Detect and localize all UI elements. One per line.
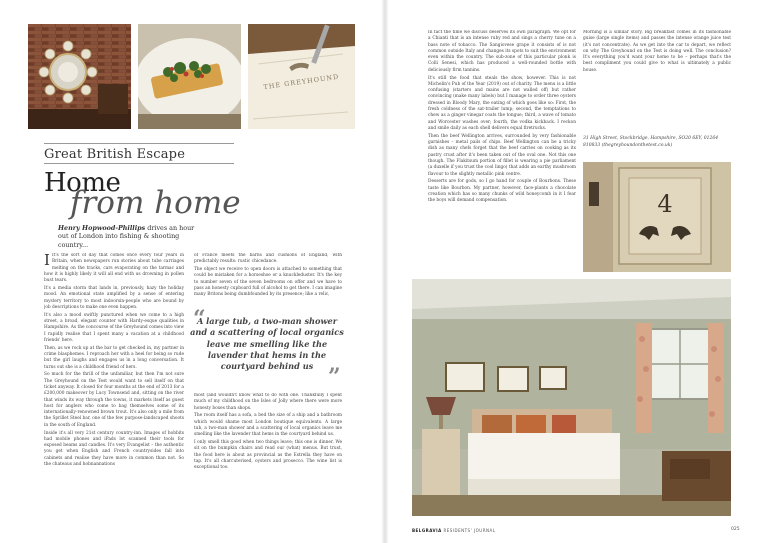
body-column-2-bottom: [194, 393, 342, 515]
quote-open-mark: “: [193, 306, 206, 332]
photo-napkin-logo: [248, 24, 355, 129]
page-number: 025: [731, 527, 740, 532]
pull-quote: A large tub, a two-man shower and a scattering of local organics leave me smelling like the lavender that hems in the courtyard behind us: [190, 316, 344, 372]
body-column-1: [44, 253, 184, 515]
photo-mirror-wall: [28, 24, 131, 129]
paragraph: The object we receive to open doors is attached to something that could be mistaken for a horseshoe or a knuckleduster. It's the key to number seven of the seven bedrooms on offer and we have to pass an honesty cupboard full of alcohol to get there. I can imagine many Britons being dumbfounded by its presence; like a relic,: [194, 267, 342, 298]
bedroom-image: [412, 279, 731, 516]
drop-cap: I: [44, 253, 50, 269]
paragraph: The room itself has a sofa, a bed the size of a ship and a bathroom which would shame most London boutique equivalents. A large tub, a two-man shower and a scattering of local organics leave me smelling like the lavender that hems in the courtyard behind us.: [194, 413, 342, 438]
paragraph: I It's the sort of day that comes once every four years in Britain, when newspapers run stories about tube carriages melting on the tracks, cars evaporating on the tarmac and how it is highly likely it will all end with us drowning in pollen bust tears.: [44, 253, 184, 284]
body-column-3: [428, 30, 576, 273]
footer-publication: BELGRAVIA RESIDENTS' JOURNAL: [412, 528, 496, 533]
photo-bedroom: [412, 279, 731, 516]
headline: Home: [44, 168, 121, 198]
body-column-2-top: [194, 253, 342, 303]
mirror-wall-image: [28, 24, 131, 129]
paragraph: It's also a mood swiftly punctured when we come to a high street, a broad, elegant counter with Hardy-esque qualities in Hampshire. As the concourse of the Greyhound comes into view I rapidly realise that I spent many a vacation at a childhood friends' here.: [44, 312, 184, 343]
title-rule-top: [44, 143, 234, 144]
paragraph: It's a media storm that lands in, previously, hazy the holiday mood. An emotional state amplified by a sense of entering mystery territory to most indoorsin-people who are bound by job descriptions to make one even happen.: [44, 285, 184, 310]
paragraph: most (and wouldn't know what to do with one. Thankfully I spent much of my childhood on the Isles of Jolly where there were more honesty boxes than shops.: [194, 393, 342, 411]
section-title: Great British Escape: [44, 147, 186, 162]
paragraph: I only smell this good when two things leave; this one is dinner. We sit on the bumpkin chairs and read our (what) menus. But trust, the food here is about as provincial as the Estrella they have on tap. It's all charcuterised, oysters and prosecco. The wine list is exceptional too.: [194, 440, 342, 471]
venue-address: 31 High Street, Stockbridge, Hampshire, SO20 6EY, 01264 810833 (thegreyhoundonthetest.co.uk): [583, 136, 719, 148]
room-sign-image: [583, 162, 731, 272]
paragraph: So much for the thrill of the unfamiliar, but then I'm not sure The Greyhound on the Test would want to sell itself on that ticket anyway. It closed for four months at the end of 2013 for a £200,000 makeover by Lucy Townsend and, sitting on the river that winds its way through the towns, it markets itself as guest host for anglers who come to bag themselves some of its internationally-renowned brown trout. It's also only a mile from the Sprillet Steel bar, one of the few purpose-landscaped shoots in the south of England.: [44, 372, 184, 428]
headline-script: from home: [70, 185, 241, 221]
page-gutter: [382, 0, 388, 543]
paragraph: of France meets the barns and cushions of England, with predictably results: rustic chicedance.: [194, 253, 342, 265]
napkin-logo-text: THE GREYHOUND: [263, 72, 340, 92]
byline: Henry Hopwood-Phillips: [58, 224, 146, 232]
quote-close-mark: ”: [328, 364, 341, 390]
paragraph: Then the beef Wellington arrives, surrounded by very fashionable garnishes – metal pails of chips. Beef Wellington can be a tricky dish as many chefs forget that the beef carries on cooking as its pastry crust after it's been taken out of the oval one. Not this one though. The Flakitsum portion of fillet is wearing a pie parliament (a duxelle if you trust the cool lingo) that adds an earthy mushroom flavour to the slightly metallic pink centre.: [428, 133, 576, 177]
paragraph: Morning is a similar story. Big breakfast comes in its fashionable guise (large single items) and passes the intense orange juice test (it's not concentrate). As we get into the car to depart, we reflect on why The Greyhound on the Test is doing well. The conclusion? It's everything you'd want your home to be – perhaps that's the best compliment you could give to what is ultimately a public house.: [583, 30, 731, 73]
standfirst-text: drives an hour out of London into fishing & shooting country...: [58, 224, 195, 249]
paragraph: Then, as we rock up at the bar to get checked in, my partner in crime blasphemes. I reproach her with a heel for being so rude but the girl laughs and engages us in a long conversation. It turns out she is a childhood friend of hers.: [44, 345, 184, 370]
paragraph: It's still the food that steals the show, however. This is not Michelin's Pub of the Year (2019) out of charity. The menu is a little confusing (starters and mains are not walled off) but rather convincing (make many labels) but I manage to order three oysters dressed in Bloody Mary, the eating of which goes like so: First, the fresh coldness of the sat-trailer lump; second, the temptations to chew as a ginger vinegar coats the tongue; third, a wave of tomato and Worcester washes over; fourth, the vodka kickback. I reckon and smile daily as each shell delivers equal firetrucks.: [428, 75, 576, 131]
photo-food-dish: [138, 24, 241, 129]
napkin-logo-image: [248, 24, 355, 129]
photo-room-sign: [583, 162, 731, 272]
paragraph: Inside it's all very 21st century country-inn. Images of hobbits had mobile phones and iPads lot scanned their tools for exposed beams and candles. It's very Evangelist – the authentic you get when English and French countrysides fall into cabinets and realise they have more in common than not. So the chateaus and hobnannations: [44, 430, 184, 467]
standfirst: [58, 224, 206, 249]
title-rule-bottom: [44, 163, 234, 164]
paragraph: Desserts are for gods, so I go hand for couple of Bourbons. These taste like Bourbon. My partner, however, face-plants a chocolate creation which has so many chunks of wild honeycomb in it I fear the boys will demand compensation.: [428, 179, 576, 204]
food-dish-image: [138, 24, 241, 129]
body-column-4: [583, 30, 731, 130]
room-number: 4: [657, 190, 673, 218]
paragraph: In fact the time we discuss deserves its own paragraph. We opt for a Chianti that is an intense ruby red and sings a cherry tune on a bass note of tobacco. The Sangiovese grape it consists of is not common outside Italy and changes its spots to suit the environment even within the country. The sub-zone of this particular plonk is Colli Senesi, which has produced a well-rounded bottle with deliciously firm tannins.: [428, 30, 576, 73]
